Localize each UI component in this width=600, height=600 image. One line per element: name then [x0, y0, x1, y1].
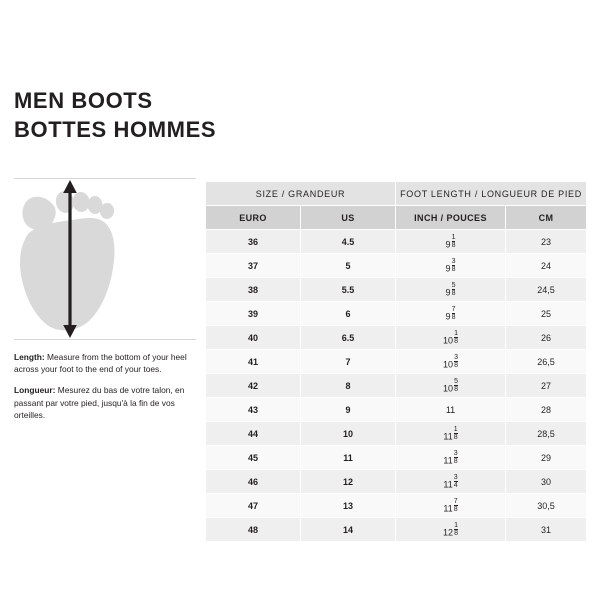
cell-cm: 31 [506, 518, 587, 542]
cell-euro: 37 [206, 254, 301, 278]
cell-us: 6.5 [301, 326, 396, 350]
column-header-inch: INCH / POUCES [396, 206, 506, 230]
table-row [206, 446, 587, 470]
cell-cm: 30 [506, 470, 587, 494]
table-row [206, 470, 587, 494]
cell-cm: 30,5 [506, 494, 587, 518]
size-table-container [205, 181, 586, 542]
column-header-cm: CM [506, 206, 587, 230]
table-row [206, 422, 587, 446]
cell-cm: 25 [506, 302, 587, 326]
column-header-euro: EURO [206, 206, 301, 230]
table-row [206, 278, 587, 302]
table-row [206, 302, 587, 326]
group-header-foot-length: FOOT LENGTH / LONGUEUR DE PIED [396, 182, 587, 206]
cell-cm: 26 [506, 326, 587, 350]
cell-cm: 23 [506, 230, 587, 254]
table-column-header-row [206, 206, 587, 230]
cell-us: 4.5 [301, 230, 396, 254]
table-row [206, 230, 587, 254]
cell-us: 13 [301, 494, 396, 518]
table-row [206, 350, 587, 374]
cell-cm: 27 [506, 374, 587, 398]
cell-inch: 11 $\frac{7}{8}$ [396, 494, 506, 518]
cell-cm: 29 [506, 446, 587, 470]
cell-inch: 10 $\frac{3}{8}$ [396, 350, 506, 374]
cell-inch: 11 $\frac{1}{8}$ [396, 422, 506, 446]
cell-inch: 11 $\frac{3}{4}$ [396, 470, 506, 494]
title-line-fr: BOTTES HOMMES [14, 117, 217, 142]
cell-inch: 9 $\frac{3}{8}$ [396, 254, 506, 278]
note-length-fr-text: Mesurez du bas de votre talon, en passant par votre pied, jusqu'à la fin de vos orteilles. [14, 385, 185, 420]
cell-us: 5.5 [301, 278, 396, 302]
cell-cm: 24 [506, 254, 587, 278]
cell-cm: 28 [506, 398, 587, 422]
cell-euro: 46 [206, 470, 301, 494]
page-title [14, 90, 216, 148]
size-table [205, 181, 587, 542]
cell-euro: 43 [206, 398, 301, 422]
note-length-fr-label: Longueur: [14, 385, 56, 396]
cell-euro: 40 [206, 326, 301, 350]
note-length-fr [14, 384, 196, 421]
table-group-header-row [206, 182, 587, 206]
group-header-size: SIZE / GRANDEUR [206, 182, 396, 206]
cell-euro: 41 [206, 350, 301, 374]
cell-euro: 36 [206, 230, 301, 254]
cell-euro: 44 [206, 422, 301, 446]
cell-us: 14 [301, 518, 396, 542]
cell-inch: 10 $\frac{5}{8}$ [396, 374, 506, 398]
cell-euro: 39 [206, 302, 301, 326]
cell-euro: 42 [206, 374, 301, 398]
cell-us: 6 [301, 302, 396, 326]
cell-inch: 10 $\frac{1}{8}$ [396, 326, 506, 350]
cell-inch: 9 $\frac{1}{8}$ [396, 230, 506, 254]
divider-bottom [14, 339, 196, 340]
foot-illustration [14, 178, 196, 340]
column-header-us: US [301, 206, 396, 230]
title-line-en: MEN BOOTS [14, 88, 153, 113]
note-length-en-label: Length: [14, 352, 45, 362]
cell-euro: 48 [206, 518, 301, 542]
cell-inch: 9 $\frac{7}{8}$ [396, 302, 506, 326]
table-row [206, 254, 587, 278]
note-length-en [14, 351, 196, 375]
length-arrow-icon [58, 180, 82, 338]
cell-us: 9 [301, 398, 396, 422]
cell-us: 11 [301, 446, 396, 470]
cell-cm: 26,5 [506, 350, 587, 374]
cell-us: 5 [301, 254, 396, 278]
cell-us: 12 [301, 470, 396, 494]
cell-us: 8 [301, 374, 396, 398]
table-row [206, 494, 587, 518]
divider-top [14, 178, 196, 179]
cell-euro: 47 [206, 494, 301, 518]
note-length-en-text: Measure from the bottom of your heel across your foot to the end of your toes. [14, 352, 187, 375]
cell-inch: 11 $\frac{3}{8}$ [396, 446, 506, 470]
cell-us: 7 [301, 350, 396, 374]
table-row [206, 374, 587, 398]
cell-euro: 38 [206, 278, 301, 302]
cell-inch: 11 [396, 398, 506, 422]
cell-euro: 45 [206, 446, 301, 470]
size-table-body [206, 230, 587, 542]
cell-cm: 28,5 [506, 422, 587, 446]
illustration-column [14, 178, 196, 421]
cell-cm: 24,5 [506, 278, 587, 302]
table-row [206, 398, 587, 422]
cell-inch: 9 $\frac{5}{8}$ [396, 278, 506, 302]
table-row [206, 326, 587, 350]
table-row [206, 518, 587, 542]
cell-us: 10 [301, 422, 396, 446]
cell-inch: 12 $\frac{1}{8}$ [396, 518, 506, 542]
